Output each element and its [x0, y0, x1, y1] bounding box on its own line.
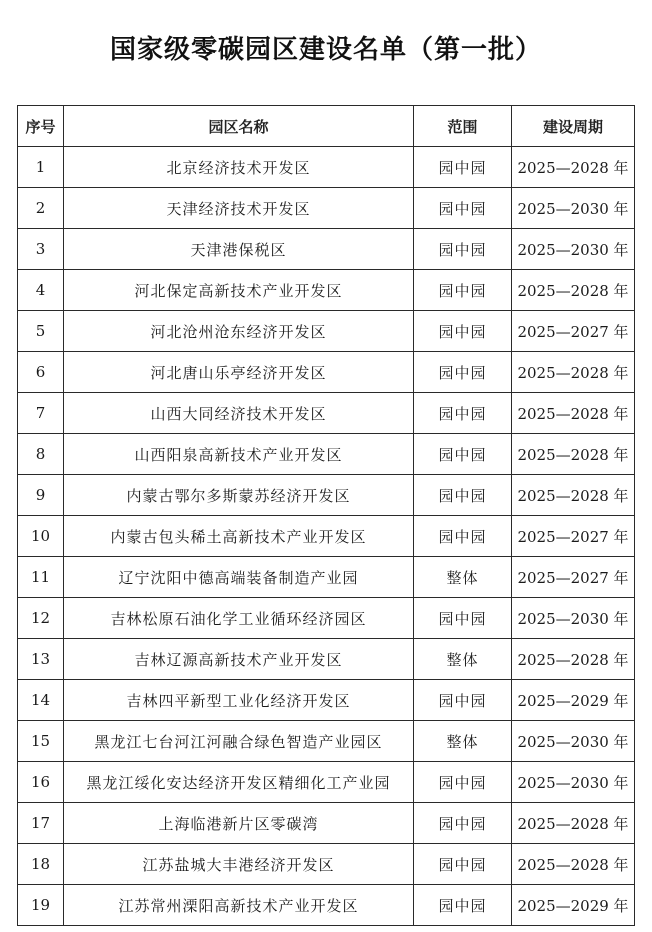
- park-name: 吉林四平新型工业化经济开发区: [64, 680, 414, 721]
- table-row: [18, 639, 635, 680]
- period-cell: 2025—2030 年: [512, 188, 635, 229]
- row-number: 9: [18, 475, 64, 516]
- scope-cell: 园中园: [414, 680, 512, 721]
- park-name: 山西大同经济技术开发区: [64, 393, 414, 434]
- park-name: 内蒙古鄂尔多斯蒙苏经济开发区: [64, 475, 414, 516]
- scope-cell: 园中园: [414, 885, 512, 926]
- period-cell: 2025—2030 年: [512, 721, 635, 762]
- period-cell: 2025—2029 年: [512, 680, 635, 721]
- row-number: 18: [18, 844, 64, 885]
- period-cell: 2025—2028 年: [512, 844, 635, 885]
- period-cell: 2025—2028 年: [512, 147, 635, 188]
- scope-cell: 园中园: [414, 311, 512, 352]
- row-number: 16: [18, 762, 64, 803]
- scope-cell: 园中园: [414, 598, 512, 639]
- park-name: 辽宁沈阳中德高端装备制造产业园: [64, 557, 414, 598]
- park-name: 黑龙江绥化安达经济开发区精细化工产业园: [64, 762, 414, 803]
- table-row: [18, 721, 635, 762]
- period-cell: 2025—2028 年: [512, 352, 635, 393]
- table-row: [18, 680, 635, 721]
- row-number: 1: [18, 147, 64, 188]
- row-number: 14: [18, 680, 64, 721]
- park-name: 内蒙古包头稀土高新技术产业开发区: [64, 516, 414, 557]
- header-period: 建设周期: [512, 106, 635, 147]
- row-number: 11: [18, 557, 64, 598]
- park-name: 河北沧州沧东经济开发区: [64, 311, 414, 352]
- row-number: 6: [18, 352, 64, 393]
- park-list-table: [17, 105, 635, 926]
- table-header: [18, 106, 635, 147]
- table-row: [18, 598, 635, 639]
- period-cell: 2025—2027 年: [512, 516, 635, 557]
- document-title: 国家级零碳园区建设名单（第一批）: [109, 35, 542, 65]
- period-cell: 2025—2030 年: [512, 598, 635, 639]
- scope-cell: 园中园: [414, 393, 512, 434]
- header-scope: 范围: [414, 106, 512, 147]
- scope-cell: 园中园: [414, 147, 512, 188]
- table-row: [18, 475, 635, 516]
- table-row: [18, 803, 635, 844]
- row-number: 12: [18, 598, 64, 639]
- park-name: 天津港保税区: [64, 229, 414, 270]
- scope-cell: 园中园: [414, 803, 512, 844]
- period-cell: 2025—2028 年: [512, 393, 635, 434]
- park-name: 天津经济技术开发区: [64, 188, 414, 229]
- table-row: [18, 311, 635, 352]
- table-row: [18, 229, 635, 270]
- scope-cell: 园中园: [414, 434, 512, 475]
- park-name: 黑龙江七台河江河融合绿色智造产业园区: [64, 721, 414, 762]
- table-body: [18, 147, 635, 926]
- table-row: [18, 188, 635, 229]
- table-row: [18, 270, 635, 311]
- park-name: 河北唐山乐亭经济开发区: [64, 352, 414, 393]
- scope-cell: 园中园: [414, 844, 512, 885]
- period-cell: 2025—2028 年: [512, 270, 635, 311]
- scope-cell: 园中园: [414, 475, 512, 516]
- row-number: 15: [18, 721, 64, 762]
- park-name: 吉林辽源高新技术产业开发区: [64, 639, 414, 680]
- row-number: 2: [18, 188, 64, 229]
- scope-cell: 园中园: [414, 188, 512, 229]
- park-name: 北京经济技术开发区: [64, 147, 414, 188]
- table-row: [18, 885, 635, 926]
- table-row: [18, 557, 635, 598]
- period-cell: 2025—2029 年: [512, 885, 635, 926]
- period-cell: 2025—2028 年: [512, 434, 635, 475]
- table-row: [18, 147, 635, 188]
- row-number: 3: [18, 229, 64, 270]
- table-row: [18, 393, 635, 434]
- row-number: 7: [18, 393, 64, 434]
- park-name: 河北保定高新技术产业开发区: [64, 270, 414, 311]
- park-name: 江苏常州溧阳高新技术产业开发区: [64, 885, 414, 926]
- period-cell: 2025—2027 年: [512, 557, 635, 598]
- scope-cell: 园中园: [414, 762, 512, 803]
- row-number: 4: [18, 270, 64, 311]
- scope-cell: 园中园: [414, 229, 512, 270]
- scope-cell: 园中园: [414, 352, 512, 393]
- table-row: [18, 516, 635, 557]
- row-number: 8: [18, 434, 64, 475]
- period-cell: 2025—2028 年: [512, 475, 635, 516]
- header-num: 序号: [18, 106, 64, 147]
- period-cell: 2025—2030 年: [512, 229, 635, 270]
- row-number: 13: [18, 639, 64, 680]
- row-number: 17: [18, 803, 64, 844]
- scope-cell: 整体: [414, 721, 512, 762]
- row-number: 10: [18, 516, 64, 557]
- park-name: 江苏盐城大丰港经济开发区: [64, 844, 414, 885]
- period-cell: 2025—2027 年: [512, 311, 635, 352]
- table-row: [18, 762, 635, 803]
- table-row: [18, 844, 635, 885]
- scope-cell: 整体: [414, 639, 512, 680]
- table-row: [18, 434, 635, 475]
- row-number: 5: [18, 311, 64, 352]
- header-name: 园区名称: [64, 106, 414, 147]
- park-name: 吉林松原石油化学工业循环经济园区: [64, 598, 414, 639]
- period-cell: 2025—2028 年: [512, 803, 635, 844]
- header-row: [18, 106, 635, 147]
- period-cell: 2025—2030 年: [512, 762, 635, 803]
- scope-cell: 园中园: [414, 270, 512, 311]
- period-cell: 2025—2028 年: [512, 639, 635, 680]
- table-row: [18, 352, 635, 393]
- scope-cell: 整体: [414, 557, 512, 598]
- row-number: 19: [18, 885, 64, 926]
- park-name: 山西阳泉高新技术产业开发区: [64, 434, 414, 475]
- scope-cell: 园中园: [414, 516, 512, 557]
- park-name: 上海临港新片区零碳湾: [64, 803, 414, 844]
